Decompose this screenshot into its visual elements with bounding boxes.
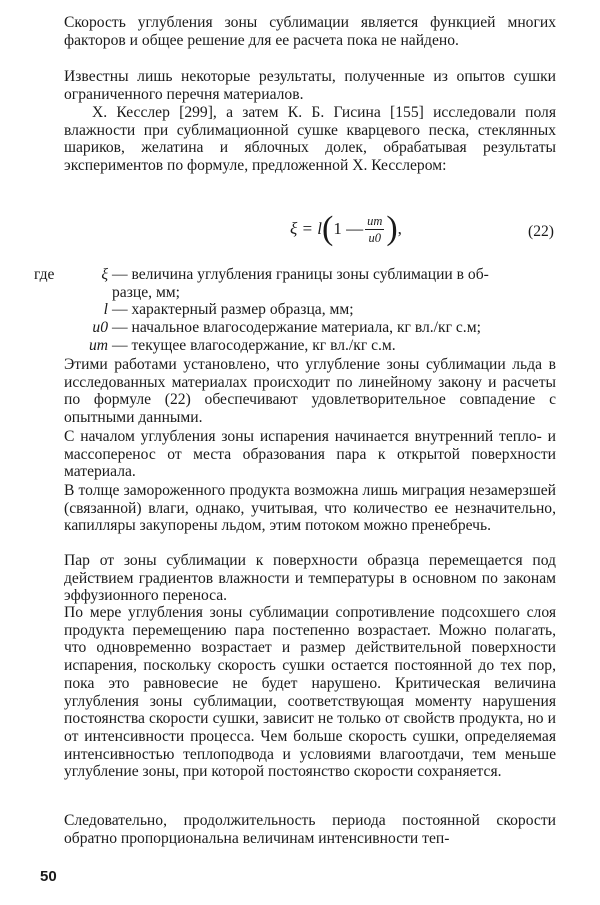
paragraph-9: Следовательно, продолжительность периода постоянной скорости обратно пропорциональна величинам интенсивности теп- — [64, 812, 556, 847]
paragraph-4: Этими работами установлено, что углубление зоны сублимации льда в исследованных материалах происходит по линейному закону и расчеты по формуле (22) обеспечивают удовлетворительное совпадение с опытными данными. — [64, 356, 556, 427]
legend-row — [34, 319, 556, 337]
paragraph-5: С началом углубления зоны испарения начинается внутренний тепло- и массоперенос от места образования пара к открытой поверхности материала. — [64, 428, 556, 481]
paragraph-8: По мере углубления зоны сублимации сопротивление подсохшего слоя продукта перемещению пара постепенно возрастает. Можно полагать, что одновременно возрастает и размер действительной поверхности испарения, поскольку скорость сушки остается постоянной до тех пор, пока это равновесие не будет нарушено. Критическая величина углубления зоны сублимации, соответствующая моменту нарушения постоянства скорости сушки, зависит не только от свойств продукта, но и от интенсивности процесса. Чем больше скорость сушки, определяемая интенсивностью теплоподвода и условиями влагоотдачи, тем меньше углубление зоны, при которой постоянство скорости сохраняется. — [64, 604, 556, 781]
legend-row — [34, 266, 556, 284]
legend-text: — начальное влагосодержание материала, кг вл./кг с.м; — [112, 319, 481, 337]
legend-symbol: ξ — [101, 266, 108, 283]
paragraph-block-9 — [64, 812, 556, 847]
formula-legend — [34, 266, 556, 355]
paragraph-block-4 — [64, 356, 556, 427]
paragraph-block-2 — [64, 68, 556, 103]
formula-close-paren: ) — [386, 210, 398, 247]
paragraph-1: Скорость углубления зоны сублимации является функцией многих факторов и общее решение для ее расчета пока не найдено. — [64, 14, 556, 49]
legend-text: — характерный размер образца, мм; — [112, 301, 354, 319]
paragraph-7: Пар от зоны сублимации к поверхности образца перемещается под действием градиентов влажности и температуры в основном по законам эффузионного переноса. — [64, 552, 556, 605]
formula-tail: , — [397, 219, 402, 238]
legend-symbol: l — [103, 301, 108, 319]
paragraph-block-5 — [64, 428, 556, 481]
paragraph-block-7 — [64, 552, 556, 605]
formula-denominator: u0 — [368, 230, 381, 245]
formula-open-paren: ( — [321, 210, 334, 247]
page-number: 50 — [40, 868, 57, 885]
legend-continuation: разце, мм; — [112, 283, 181, 301]
legend-row — [34, 337, 556, 355]
legend-symbol: u0 — [92, 319, 108, 337]
legend-text: — величина углубления границы зоны сублимации в об- — [112, 266, 489, 283]
legend-where: где — [34, 266, 55, 283]
paragraph-2: Известны лишь некоторые результаты, полученные из опытов сушки ограниченного перечня материалов. — [64, 68, 556, 103]
formula-numerator: uт — [367, 213, 383, 228]
formula-expression — [290, 212, 402, 246]
legend-symbol: uт — [88, 336, 108, 354]
formula-lhs: ξ = l — [290, 219, 322, 238]
paragraph-block-3 — [64, 104, 556, 175]
legend-row — [34, 301, 556, 319]
formula-number: (22) — [528, 223, 554, 240]
formula-22 — [64, 208, 556, 262]
legend-text: — текущее влагосодержание, кг вл./кг с.м. — [112, 336, 396, 354]
paragraph-block-6 — [64, 482, 556, 535]
paragraph-block-8 — [64, 604, 556, 781]
paragraph-3: Х. Кесслер [299], а затем К. Б. Гисина [155] исследовали поля влажности при сублимационной сушке кварцевого песка, стеклянных шариков, желатина и яблочных долек, обрабатывая результаты экспериментов по формуле, предложенной Х. Кесслером: — [64, 104, 556, 175]
paragraph-intro — [64, 14, 556, 49]
formula-fraction — [365, 214, 384, 245]
formula-one-minus: 1 — — [333, 219, 364, 238]
paragraph-6: В толще замороженного продукта возможна лишь миграция незамерзшей (связанной) влаги, однако, учитывая, что количество ее незначительно, капилляры закупорены льдом, этим потоком можно пренебречь. — [64, 482, 556, 535]
